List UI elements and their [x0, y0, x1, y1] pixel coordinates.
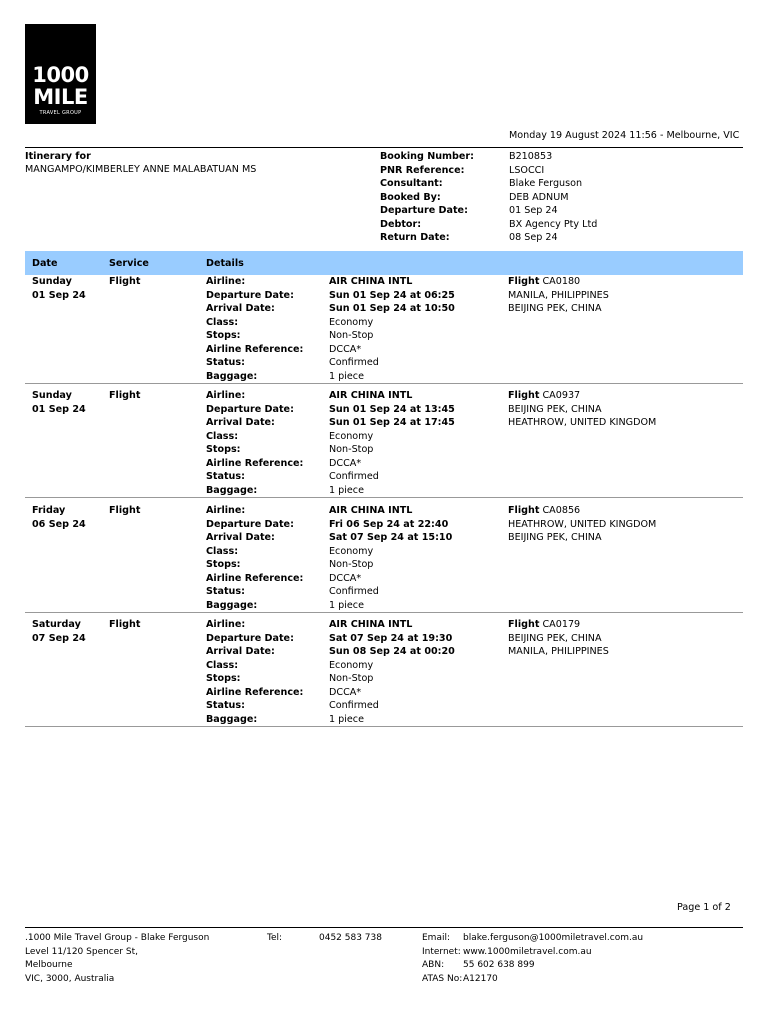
- airline-value: AIR CHINA INTL: [329, 505, 413, 516]
- flight-segment: [25, 275, 743, 385]
- detail-label: Status:: [206, 586, 245, 597]
- stops-value: Non-Stop: [329, 330, 374, 341]
- footer-email: blake.ferguson@1000miletravel.com.au: [463, 933, 644, 943]
- footer-divider: [25, 927, 743, 928]
- detail-label: Status:: [206, 357, 245, 368]
- detail-label: Departure Date:: [206, 289, 294, 301]
- segment-service: Flight: [109, 276, 141, 287]
- detail-label: Baggage:: [206, 599, 258, 611]
- detail-label: Arrival Date:: [206, 303, 275, 314]
- class-value: Economy: [329, 545, 374, 557]
- booking-value: BX Agency Pty Ltd: [509, 218, 598, 230]
- flight-segment: [25, 618, 743, 728]
- column-header-service: Service: [109, 258, 149, 269]
- booking-label: PNR Reference:: [380, 164, 465, 176]
- booking-label: Debtor:: [380, 218, 422, 230]
- detail-label: Stops:: [206, 330, 241, 341]
- column-header-date: Date: [32, 258, 58, 269]
- logo-line-1: 1000: [32, 63, 89, 87]
- logo-line-3: TRAVEL GROUP: [39, 110, 82, 116]
- stops-value: Non-Stop: [329, 444, 374, 455]
- booking-value: LSOCCI: [509, 164, 545, 176]
- detail-label: Class:: [206, 316, 239, 328]
- airline-reference-value: DCCA*: [329, 343, 362, 355]
- segment-divider: [25, 497, 743, 498]
- itinerary-label: Itinerary for: [25, 151, 91, 162]
- origin: BEIJING PEK, CHINA: [508, 403, 602, 415]
- footer-abn: 55 602 638 899: [463, 960, 535, 970]
- flight-code: CA0179: [542, 619, 581, 630]
- booking-value: 01 Sep 24: [509, 205, 558, 216]
- footer-contact-label: Internet:: [422, 946, 461, 957]
- arrival-value: Sun 01 Sep 24 at 10:50: [329, 303, 455, 314]
- destination: MANILA, PHILIPPINES: [508, 646, 609, 657]
- detail-label: Class:: [206, 659, 239, 671]
- passenger-name: MANGAMPO/KIMBERLEY ANNE MALABATUAN MS: [25, 164, 257, 175]
- airline-reference-value: DCCA*: [329, 457, 362, 469]
- detail-label: Airline:: [206, 276, 246, 287]
- detail-label: Airline Reference:: [206, 343, 304, 355]
- airline-reference-value: DCCA*: [329, 686, 362, 698]
- airline-value: AIR CHINA INTL: [329, 276, 413, 287]
- detail-label: Airline Reference:: [206, 457, 304, 469]
- flight-segment: [25, 389, 743, 499]
- arrival-value: Sun 08 Sep 24 at 00:20: [329, 646, 455, 657]
- arrival-value: Sat 07 Sep 24 at 15:10: [329, 532, 453, 543]
- origin: HEATHROW, UNITED KINGDOM: [508, 518, 657, 530]
- departure-value: Fri 06 Sep 24 at 22:40: [329, 518, 449, 530]
- status-value: Confirmed: [329, 471, 379, 482]
- print-datetime: Monday 19 August 2024 11:56 - Melbourne, VIC: [509, 130, 740, 141]
- segment-date: 07 Sep 24: [32, 632, 86, 644]
- detail-label: Arrival Date:: [206, 532, 275, 543]
- status-value: Confirmed: [329, 586, 379, 597]
- booking-label: Booking Number:: [380, 151, 474, 162]
- logo-line-2: MILE: [33, 85, 88, 109]
- footer-contact-label: ABN:: [422, 960, 445, 970]
- class-value: Economy: [329, 659, 374, 671]
- footer-contact-label: Email:: [422, 933, 451, 943]
- detail-label: Arrival Date:: [206, 417, 275, 428]
- flight-number: [508, 275, 580, 288]
- footer-tel-label: Tel:: [267, 933, 283, 943]
- flight-code: CA0180: [542, 276, 581, 287]
- class-value: Economy: [329, 430, 374, 442]
- segment-day: Sunday: [32, 276, 72, 287]
- table-header: [25, 251, 743, 275]
- stops-value: Non-Stop: [329, 559, 374, 570]
- baggage-value: 1 piece: [329, 370, 364, 382]
- segment-day: Friday: [32, 505, 66, 516]
- page-indicator: Page 1 of 2: [677, 902, 731, 913]
- detail-label: Stops:: [206, 673, 241, 684]
- departure-value: Sun 01 Sep 24 at 06:25: [329, 289, 455, 301]
- detail-label: Airline Reference:: [206, 572, 304, 584]
- baggage-value: 1 piece: [329, 599, 364, 611]
- flight-word: Flight: [508, 390, 540, 401]
- detail-label: Airline Reference:: [206, 686, 304, 698]
- header-divider: [25, 147, 743, 148]
- airline-reference-value: DCCA*: [329, 572, 362, 584]
- detail-label: Airline:: [206, 619, 246, 630]
- flight-code: CA0937: [542, 390, 581, 401]
- detail-label: Baggage:: [206, 713, 258, 725]
- status-value: Confirmed: [329, 357, 379, 368]
- segment-date: 01 Sep 24: [32, 289, 86, 301]
- footer-address-line: .1000 Mile Travel Group - Blake Ferguson: [25, 933, 210, 943]
- stops-value: Non-Stop: [329, 673, 374, 684]
- airline-value: AIR CHINA INTL: [329, 619, 413, 630]
- booking-label: Departure Date:: [380, 205, 468, 216]
- footer-address-line: VIC, 3000, Australia: [25, 973, 115, 984]
- detail-label: Stops:: [206, 444, 241, 455]
- detail-label: Status:: [206, 700, 245, 711]
- detail-label: Class:: [206, 545, 239, 557]
- segment-divider: [25, 612, 743, 613]
- segment-day: Sunday: [32, 390, 72, 401]
- detail-label: Status:: [206, 471, 245, 482]
- booking-value: Blake Ferguson: [509, 178, 583, 189]
- booking-value: B210853: [509, 151, 553, 162]
- baggage-value: 1 piece: [329, 713, 364, 725]
- footer-atas: A12170: [463, 973, 498, 984]
- booking-label: Return Date:: [380, 232, 450, 243]
- flight-number: [508, 504, 580, 517]
- departure-value: Sun 01 Sep 24 at 13:45: [329, 403, 455, 415]
- detail-label: Stops:: [206, 559, 241, 570]
- footer-website: www.1000miletravel.com.au: [463, 946, 592, 957]
- baggage-value: 1 piece: [329, 484, 364, 496]
- footer-contact-label: ATAS No:: [422, 973, 463, 984]
- booking-label: Booked By:: [380, 191, 441, 203]
- detail-label: Departure Date:: [206, 403, 294, 415]
- detail-label: Arrival Date:: [206, 646, 275, 657]
- detail-label: Airline:: [206, 390, 246, 401]
- origin: MANILA, PHILIPPINES: [508, 289, 609, 301]
- detail-label: Departure Date:: [206, 518, 294, 530]
- segment-date: 01 Sep 24: [32, 403, 86, 415]
- company-logo: [25, 24, 96, 124]
- segment-divider: [25, 726, 743, 727]
- flight-word: Flight: [508, 619, 540, 630]
- footer-tel-value: 0452 583 738: [319, 933, 382, 943]
- detail-label: Baggage:: [206, 484, 258, 496]
- departure-value: Sat 07 Sep 24 at 19:30: [329, 632, 453, 644]
- segment-service: Flight: [109, 619, 141, 630]
- flight-code: CA0856: [542, 505, 581, 516]
- destination: BEIJING PEK, CHINA: [508, 532, 602, 543]
- booking-value: 08 Sep 24: [509, 232, 558, 243]
- booking-label: Consultant:: [380, 178, 443, 189]
- arrival-value: Sun 01 Sep 24 at 17:45: [329, 417, 455, 428]
- segment-day: Saturday: [32, 619, 81, 630]
- flight-segment: [25, 504, 743, 614]
- segment-service: Flight: [109, 390, 141, 401]
- segment-service: Flight: [109, 505, 141, 516]
- footer-address-line: Melbourne: [25, 960, 73, 970]
- flight-number: [508, 389, 580, 402]
- detail-label: Class:: [206, 430, 239, 442]
- footer-address-line: Level 11/120 Spencer St,: [25, 946, 138, 957]
- airline-value: AIR CHINA INTL: [329, 390, 413, 401]
- detail-label: Departure Date:: [206, 632, 294, 644]
- segment-divider: [25, 383, 743, 384]
- destination: BEIJING PEK, CHINA: [508, 303, 602, 314]
- segment-date: 06 Sep 24: [32, 518, 86, 530]
- booking-value: DEB ADNUM: [509, 191, 569, 203]
- flight-word: Flight: [508, 276, 540, 287]
- status-value: Confirmed: [329, 700, 379, 711]
- flight-number: [508, 618, 580, 631]
- destination: HEATHROW, UNITED KINGDOM: [508, 417, 657, 428]
- detail-label: Airline:: [206, 505, 246, 516]
- column-header-details: Details: [206, 258, 244, 269]
- flight-word: Flight: [508, 505, 540, 516]
- origin: BEIJING PEK, CHINA: [508, 632, 602, 644]
- detail-label: Baggage:: [206, 370, 258, 382]
- class-value: Economy: [329, 316, 374, 328]
